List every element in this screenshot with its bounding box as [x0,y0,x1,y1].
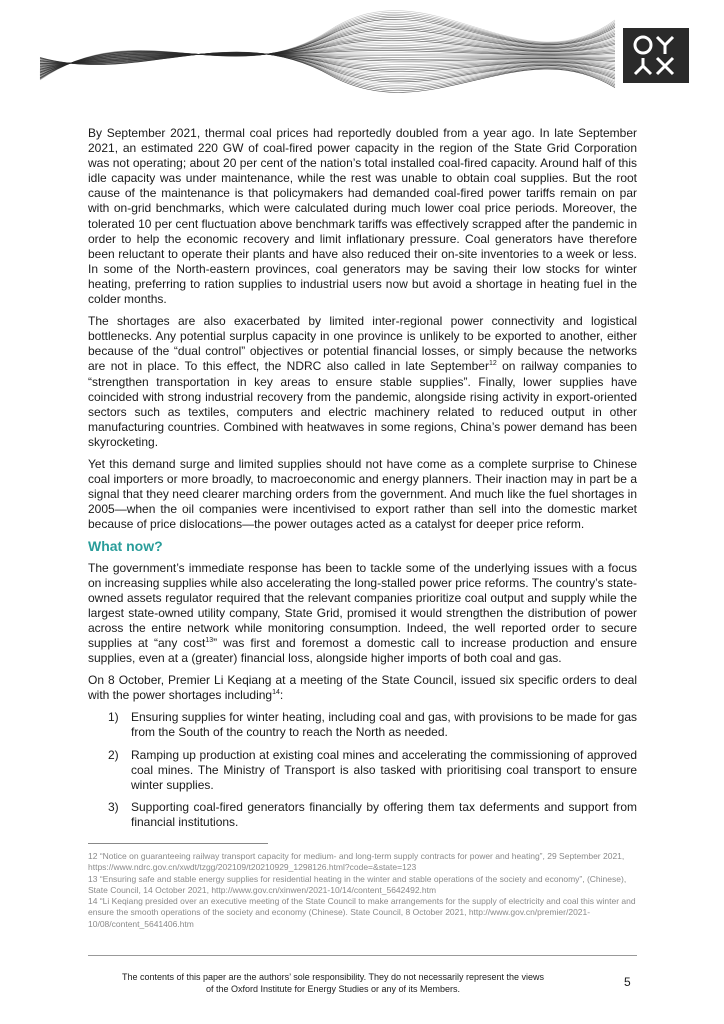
paragraph-premier-orders [88,673,637,703]
list-number: 2) [108,747,119,762]
list-item [88,800,637,830]
disclaimer-line: The contents of this paper are the authors’ sole responsibility. They do not necessarily represent the views [121,972,545,982]
footer-divider [88,955,637,956]
text-run: The shortages are also exacerbated by limited inter-regional power connectivity and logistical bottlenecks. Any potential surplus capacity in one province is unlikely to be exported to another, either because of the “dual control” objectives or potential financial losses, or simply because the networks are not in place. To this effect, the NDRC also called in late September [88,314,637,374]
footnote-ref-13[interactable]: 13 [205,637,214,644]
list-text: Supporting coal-fired generators financially by offering them tax deferments and support from financial institutions. [131,799,637,829]
list-number: 1) [108,710,119,725]
list-number: 3) [108,799,119,814]
section-heading-what-now: What now? [88,538,163,555]
oies-logo-icon [623,28,689,83]
list-text: Ramping up production at existing coal mines and accelerating the commissioning of approved coal mines. The Ministry of Transport is also tasked with prioritising coal transport to ensure winter supplies. [131,747,637,792]
paragraph-government-response [88,561,637,667]
text-run: On 8 October, Premier Li Keqiang at a meeting of the State Council, issued six specific orders to deal with the power shortages including [88,673,637,703]
paragraph-shortages [88,314,637,450]
paragraph-coal-prices: By September 2021, thermal coal prices had reportedly doubled from a year ago. In late September 2021, an estimated 220 GW of coal-fired power capacity in the region of the State Grid Corporation was not operating; about 20 per cent of the nation’s total installed coal-fired capacity. Around half of this idle capacity was under maintenance, while the rest was unable to obtain coal supplies. But the root cause of the maintenance is that policymakers had demanded coal-fired power tariffs remain on par with on-grid benchmarks, which were calculated during much lower coal price periods. Moreover, the tolerated 10 per cent fluctuation above benchmark tariffs was effectively scrapped after the pandemic in order to help the economic recovery and limit inflationary pressure. Coal generators have therefore been reluctant to operate their plants and have also reduced their on-site inventories to a week or less. In some of the North-eastern provinces, coal generators may be saving their low stocks for winter heating, preferring to ration supplies to industrial users now but avoid a shortage in heating fuel in the colder months. [88,126,637,307]
footer-disclaimer [88,971,578,995]
text-run: on railway companies to “strengthen transportation in key areas to ensure stable supplies”. Finally, lower supplies have coincided with strong industrial recovery from the pandemic, alongside rising activity in export-oriented sectors such as textiles, computers and electric machinery related to reduced output in other manufacturing countries. Combined with heatwaves in some regions, China’s power demand has been skyrocketing. [88,359,637,449]
footnote-divider [88,843,268,844]
text-run: : [279,688,284,703]
footnote-ref-14[interactable]: 14 [272,689,280,697]
footnotes [88,851,637,930]
header-wave-art [0,0,724,95]
text-run: The government’s immediate response has been to tackle some of the underlying issues with a focus on increasing supplies while also accelerating the long-stalled power price reforms. The country’s state-owned assets regulator required that the relevant companies prioritize coal output and supply while the largest state-owned utility company, State Grid, promised it would strengthen the distribution of power across the entire network while monitoring consumption. Indeed, the well reported order to secure supplies at “any cost [88,560,637,650]
footnote-13: 13 “Ensuring safe and stable energy supplies for residential heating in the winter and stable operations of the society and economy”, (Chinese), State Council, 14 October 2021, http://www.gov.cn/xinwen/2021-10/14/content_5642492.htm [88,873,627,895]
list-text: Ensuring supplies for winter heating, including coal and gas, with provisions to be made for gas from the South of the country to reach the North as needed. [131,710,637,740]
footnote-ref-12[interactable]: 12 [488,360,497,368]
footnote-12: 12 “Notice on guaranteeing railway transport capacity for medium- and long-term supply contracts for power and heating”, 29 September 2021, https://www.ndrc.gov.cn/xwdt/tzgg/202109/t20210929_1298126.html?code=&state=123 [88,851,625,873]
page-number: 5 [624,975,631,989]
paragraph-demand-surge: Yet this demand surge and limited supplies should not have come as a complete surprise to Chinese coal importers or more broadly, to macroeconomic and energy planners. Their inaction may in part be a signal that they need clearer marching orders from the government. And much like the fuel shortages in 2005—when the oil companies were incentivised to export rather than sell into the domestic market because of price dislocations—the power outages acted as a catalyst for deeper price reform. [88,456,637,532]
orders-list [88,710,637,830]
article-body [88,126,637,837]
list-item [88,748,637,793]
text-run: ” was first and foremost a domestic call to increase production and ensure supplies, even at a (greater) financial loss, alongside higher imports of both coal and gas. [88,636,637,666]
list-item [88,710,637,740]
disclaimer-line: of the Oxford Institute for Energy Studies or any of its Members. [205,984,461,994]
footnote-14: 14 “Li Keqiang presided over an executive meeting of the State Council to make arrangements for the supply of electricity and coal this winter and ensure the smooth operations of the society and economy (Chinese). State Council, 8 October 2021, http://www.gov.cn/premier/2021-10/08/content_5641406.htm [88,896,636,929]
